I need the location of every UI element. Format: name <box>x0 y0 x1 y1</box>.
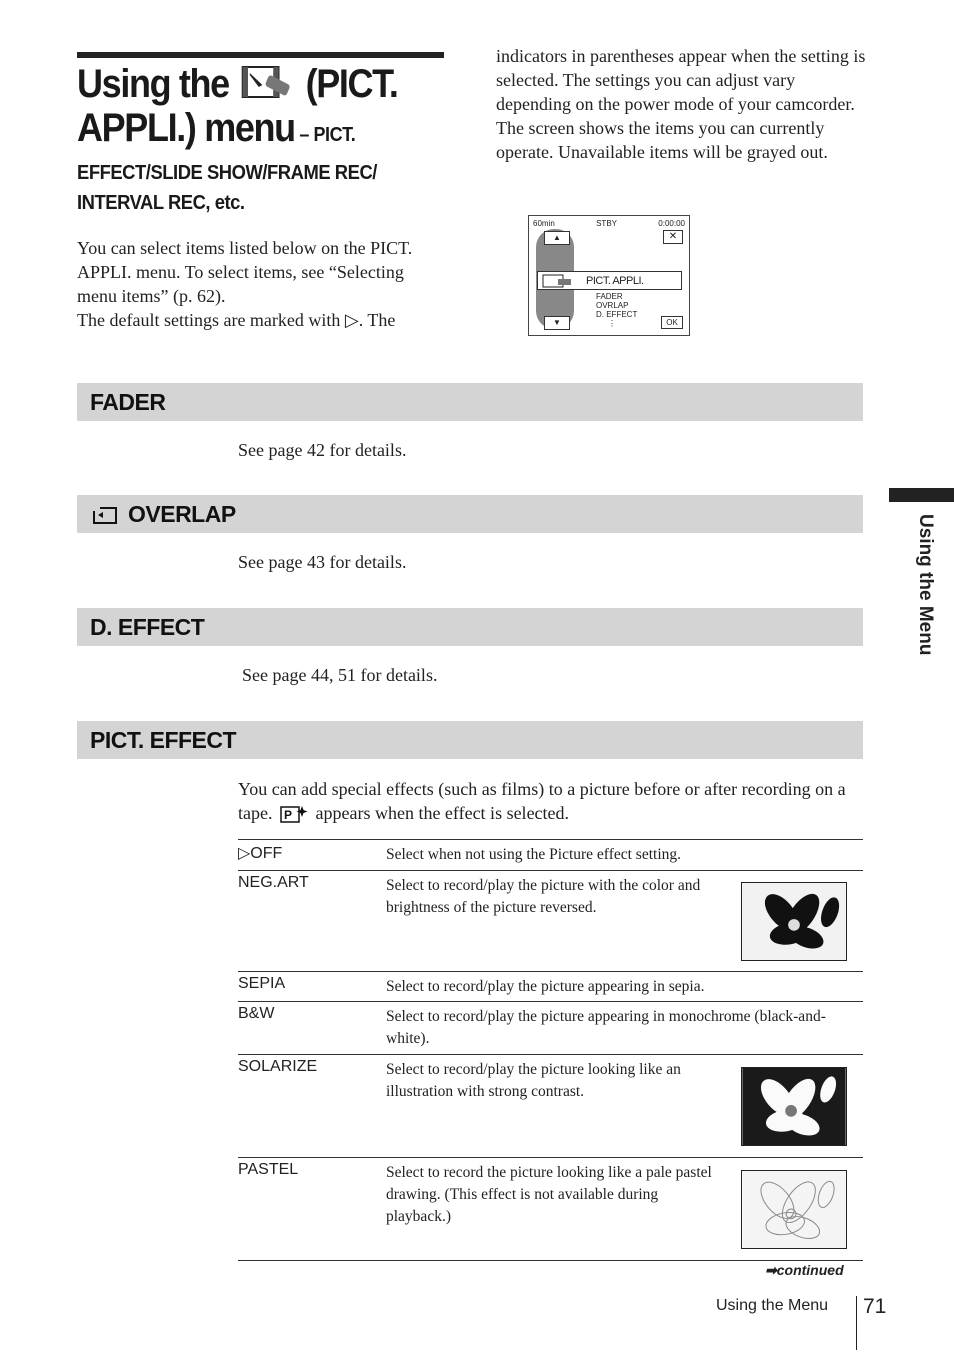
table-row: ▷OFF Select when not using the Picture effect setting. <box>238 840 863 871</box>
table-row: SOLARIZE Select to record/play the picture looking like an illustration with strong contrast. <box>238 1055 863 1158</box>
pict-appli-icon <box>241 63 293 101</box>
pict-appli-small-icon <box>542 274 572 288</box>
lcd-status-bar <box>533 219 685 228</box>
section-d-effect-header: D. EFFECT <box>77 608 863 646</box>
page-title <box>77 62 457 217</box>
section-pict-effect-header: PICT. EFFECT <box>77 721 863 759</box>
table-row: PASTEL Select to record the picture looking like a pale pastel drawing. (This effect is not available during playback.) <box>238 1158 863 1261</box>
title-line-3: EFFECT/SLIDE SHOW/FRAME REC/ <box>77 162 377 184</box>
selected-menu-row: PICT. APPLI. <box>537 271 682 290</box>
overlap-icon <box>90 505 118 525</box>
page-number: 71 <box>863 1295 887 1318</box>
lcd-submenu-items: FADER OVRLAP D. EFFECT ⋮ <box>596 292 638 328</box>
footer-divider <box>856 1296 857 1350</box>
close-icon: ✕ <box>663 230 683 244</box>
intro-text: You can select items listed below on the PICT. APPLI. menu. To select items, see “Selecting menu items” (p. 62). The default settings are marked with ▷. The <box>77 238 413 330</box>
d-effect-see-page: See page 44, 51 for details. <box>242 665 438 685</box>
section-overlap-header: OVERLAP <box>77 495 863 533</box>
right-column-text: indicators in parentheses appear when the setting is selected. The settings you can adjust vary depending on the power mode of your camcorder. The screen shows the items you can currently operate. Unavailable items will be grayed out. <box>496 46 866 162</box>
pict-effect-intro: You can add special effects (such as films) to a picture before or after recording on a tape. P appears when the effect is selected. <box>238 779 846 823</box>
side-tab-label: Using the Menu <box>915 514 936 656</box>
table-row: SEPIA Select to record/play the picture appearing in sepia. <box>238 972 863 1002</box>
time-counter: 0:00:00 <box>658 219 685 228</box>
pict-effect-table <box>238 839 863 1261</box>
right-arrow-icon: ➡ <box>765 1262 777 1278</box>
svg-text:P: P <box>283 808 292 822</box>
neg-art-sample-image <box>741 882 847 961</box>
title-line-4: INTERVAL REC, etc. <box>77 192 245 214</box>
footer-section-label: Using the Menu <box>716 1297 829 1314</box>
overlap-see-page: See page 43 for details. <box>238 552 407 572</box>
table-row: B&W Select to record/play the picture appearing in monochrome (black-and-white). <box>238 1002 863 1055</box>
title-rule <box>77 52 444 58</box>
title-line-1: Using the (PICT. <box>77 62 398 106</box>
section-fader-header: FADER <box>77 383 863 421</box>
table-row: NEG.ART Select to record/play the picture with the color and brightness of the picture reversed. <box>238 871 863 972</box>
side-tab-bar <box>889 488 954 502</box>
lcd-screen-illustration <box>528 215 690 336</box>
fader-see-page: See page 42 for details. <box>238 440 407 460</box>
solarize-sample-image <box>741 1067 847 1146</box>
picture-effect-icon <box>279 804 309 824</box>
ok-button: OK <box>661 316 683 329</box>
down-arrow-icon: ▼ <box>544 316 570 330</box>
battery-indicator: 60min <box>533 219 555 228</box>
continued-marker: ➡continued <box>765 1262 844 1278</box>
pastel-sample-image <box>741 1170 847 1249</box>
up-arrow-icon: ▲ <box>544 231 570 245</box>
title-line-2: APPLI.) menu – PICT. <box>77 106 356 150</box>
standby-indicator: STBY <box>596 219 617 228</box>
